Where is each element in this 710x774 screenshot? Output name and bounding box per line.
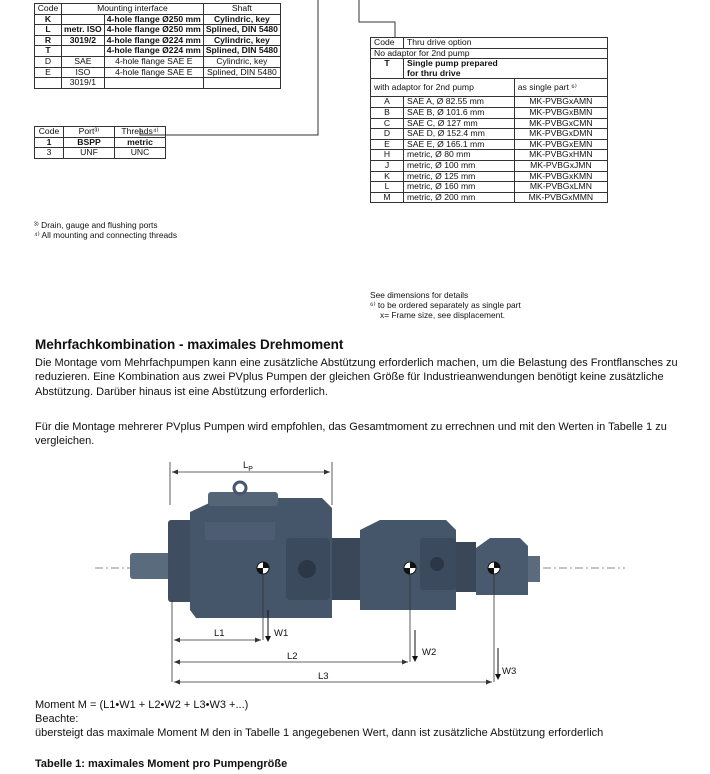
thru-part-number: MK-PVBGxAMN [514,97,607,108]
mounting-standard: 3019/1 [62,78,105,89]
w1-label: W1 [274,628,289,639]
l2-label: L2 [287,651,298,662]
thru-t-desc-line2: for thru drive [407,67,461,78]
mounting-row [35,67,281,78]
pump-assembly-diagram [0,450,710,690]
thru-code: K [371,171,404,182]
thru-part-number: MK-PVBGxKMN [514,171,607,182]
mounting-standard [62,46,105,57]
thru-adaptor-desc: SAE E, Ø 165.1 mm [404,139,515,150]
mounting-table-body [35,14,281,88]
thread-type: metric [115,137,166,148]
mounting-standard [62,14,105,25]
main-pump [168,482,332,618]
mounting-shaft: Splined, DIN 5480 [203,67,280,78]
mounting-shaft: Cylindric, key [203,35,280,46]
l3-label: L3 [318,671,329,682]
coupling-housing [332,538,360,600]
thru-adaptor-desc: metric, Ø 200 mm [404,192,515,203]
see-dimensions-note: See dimensions for details [370,290,469,300]
w2-label: W2 [422,647,437,658]
thru-adaptor-desc: metric, Ø 125 mm [404,171,515,182]
thru-part-number: MK-PVBGxCMN [514,118,607,129]
thru-drive-row [371,160,608,171]
cog-marker-1 [257,562,269,574]
thru-adaptor-desc: metric, Ø 160 mm [404,182,515,193]
cog-marker-3 [488,562,500,574]
thru-code: B [371,107,404,118]
thru-single-part: as single part ⁶⁾ [514,79,607,97]
thru-t-desc-line1: Single pump prepared [407,58,498,69]
thru-adaptor-desc: metric, Ø 100 mm [404,160,515,171]
thru-drive-row [371,139,608,150]
mounting-code: L [35,25,62,36]
thru-code: D [371,129,404,140]
mounting-shaft: Cylindric, key [203,14,280,25]
mounting-code: D [35,56,62,67]
lp-label: $L_P$ [243,460,253,473]
port-code: 3 [35,148,64,159]
mounting-standard: SAE [62,56,105,67]
right-footnotes [370,290,521,320]
thru-drive-row [371,129,608,140]
mounting-standard: metr. ISO [62,25,105,36]
thru-adaptor-desc: metric, Ø 80 mm [404,150,515,161]
mounting-row [35,14,281,25]
thru-t-desc [404,59,608,79]
connector-right [359,0,395,37]
thru-drive-table [370,37,608,203]
paragraph-calculation: Für die Montage mehrerer PVplus Pumpen wird empfohlen, das Gesamtmoment zu errechnen und mit den Werten in Tabelle 1 zu vergleichen. [35,421,667,448]
port-thread-table [34,126,166,159]
mounting-shaft: Cylindric, key [203,56,280,67]
thru-drive-row [371,107,608,118]
thru-drive-row [371,171,608,182]
mounting-flange: 4-hole flange SAE E [104,67,203,78]
mounting-code [35,78,62,89]
thru-part-number: MK-PVBGxLMN [514,182,607,193]
thru-code: C [371,118,404,129]
mounting-standard: 3019/2 [62,35,105,46]
thru-drive-row [371,192,608,203]
port-type: BSPP [64,137,115,148]
mounting-code: E [35,67,62,78]
port-col-port: Port³⁾ [64,127,115,138]
thru-code: E [371,139,404,150]
thru-part-number: MK-PVBGxJMN [514,160,607,171]
paragraph-support: Die Montage vom Mehrfachpumpen kann eine zusätzliche Abstützung erforderlich machen, um die Belastung des Frontflansches zu reduzieren. Eine Kombination aus zwei PVplus Pumpen der gleichen Größe für Industrieanwendungen benötigt keine zusätzliche Abstützung. Darüber hinaus ist eine Abstützung erforderlich. [35,357,678,398]
port-table-body [35,137,166,158]
thru-drive-row [371,118,608,129]
col-header-mounting: Mounting interface [62,4,204,15]
thru-adaptor-desc: SAE D, Ø 152.4 mm [404,129,515,140]
footnote-4: ⁴⁾ All mounting and connecting threads [34,230,178,240]
mounting-flange: 4-hole flange Ø250 mm [104,14,203,25]
mounting-row [35,56,281,67]
mounting-flange: 4-hole flange Ø224 mm [104,35,203,46]
section-heading: Mehrfachkombination - maximales Drehmoment [35,337,344,352]
frame-size-note: x= Frame size, see displacement. [380,310,505,320]
thru-part-number: MK-PVBGxEMN [514,139,607,150]
mounting-code: R [35,35,62,46]
w3-label: W3 [502,666,517,677]
thru-with-adaptor: with adaptor for 2nd pump [371,79,515,97]
thru-col-code: Code [371,38,404,49]
footnote-3: ³⁾ Drain, gauge and flushing ports [34,220,158,230]
thread-type: UNC [115,148,166,159]
mounting-shaft: Splined, DIN 5480 [203,25,280,36]
thru-adaptor-desc: SAE A, Ø 82.55 mm [404,97,515,108]
mounting-flange: 4-hole flange Ø250 mm [104,25,203,36]
thru-part-number: MK-PVBGxHMN [514,150,607,161]
mounting-flange: 4-hole flange SAE E [104,56,203,67]
col-header-code: Code [35,4,62,15]
mounting-flange [104,78,203,89]
note-label: Beachte: [35,713,79,725]
thru-drive-row [371,97,608,108]
thru-part-number: MK-PVBGxMMN [514,192,607,203]
note-text: übersteigt das maximale Moment M den in Tabelle 1 angegebenen Wert, dann ist zusätzliche Abstützung erforderlich [35,727,604,739]
thru-table-body [371,97,608,203]
thru-no-adaptor: No adaptor for 2nd pump [371,48,608,59]
thru-adaptor-desc: SAE B, Ø 101.6 mm [404,107,515,118]
col-header-shaft: Shaft [203,4,280,15]
table-1-title: Tabelle 1: maximales Moment pro Pumpengröße [35,758,288,770]
thru-col-option: Thru drive option [404,38,608,49]
mounting-row [35,46,281,57]
left-footnotes [34,220,177,240]
mounting-shaft: Splined, DIN 5480 [203,46,280,57]
thru-t-code: T [371,59,404,79]
thru-part-number: MK-PVBGxBMN [514,107,607,118]
port-code: 1 [35,137,64,148]
footnote-6: ⁶⁾ to be ordered separately as single part [370,300,521,310]
mounting-row [35,35,281,46]
thru-code: J [371,160,404,171]
port-row [35,137,166,148]
l1-label: L1 [214,628,225,639]
thru-drive-row [371,150,608,161]
mounting-code: T [35,46,62,57]
thru-code: M [371,192,404,203]
thru-part-number: MK-PVBGxDMN [514,129,607,140]
mounting-standard: ISO [62,67,105,78]
moment-formula: Moment M = (L1•W1 + L2•W2 + L3•W3 +...) [35,699,249,711]
mounting-row [35,25,281,36]
port-type: UNF [64,148,115,159]
mounting-row [35,78,281,89]
thru-adaptor-desc: SAE C, Ø 127 mm [404,118,515,129]
mounting-shaft [203,78,280,89]
thru-drive-row [371,182,608,193]
port-col-threads: Threads⁴⁾ [115,127,166,138]
thru-code: L [371,182,404,193]
port-row [35,148,166,159]
mounting-code: K [35,14,62,25]
port-col-code: Code [35,127,64,138]
mounting-flange: 4-hole flange Ø224 mm [104,46,203,57]
cog-marker-2 [404,562,416,574]
thru-code: H [371,150,404,161]
mounting-interface-table [34,3,281,89]
thru-code: A [371,97,404,108]
